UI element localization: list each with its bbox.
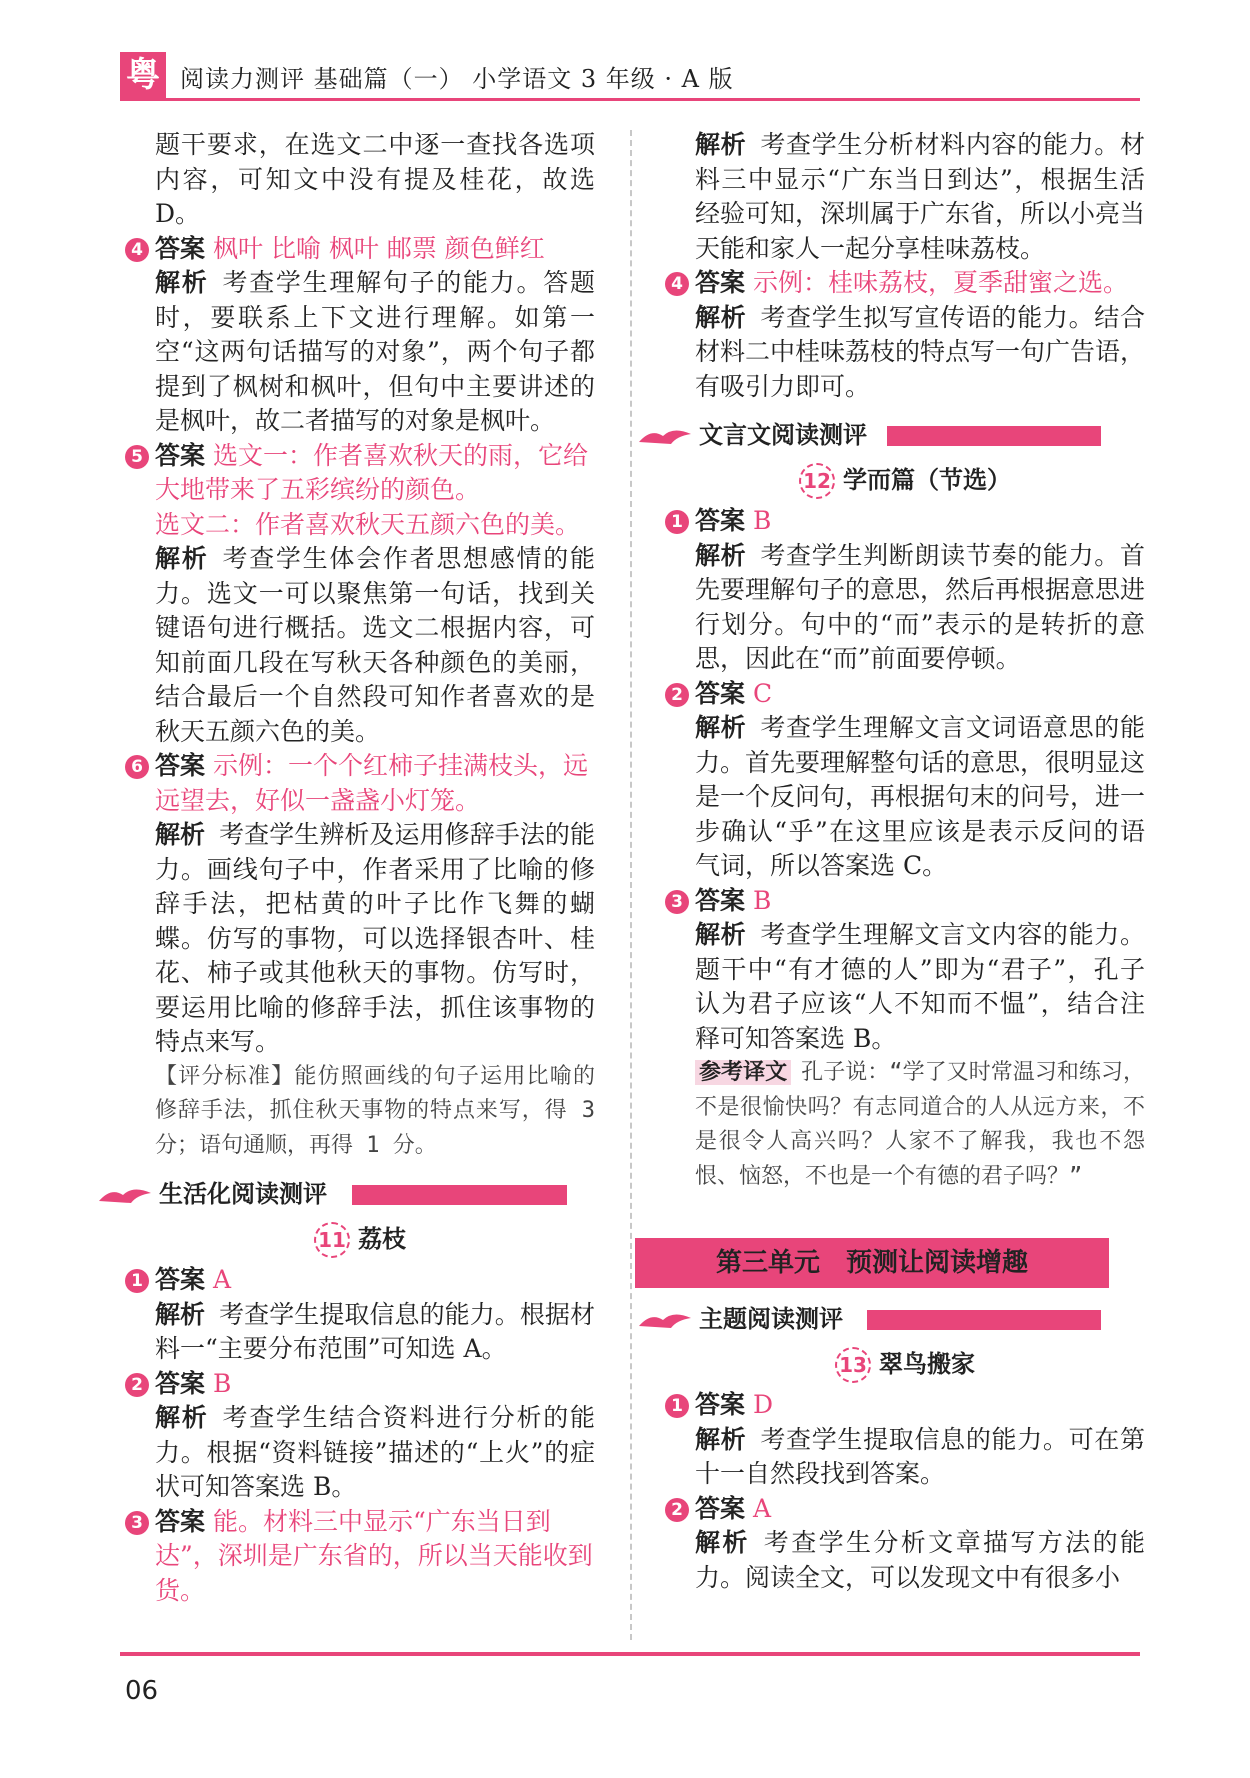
section-title: 主题阅读测评 [699,1305,843,1333]
question-number: 4 [665,272,689,296]
answer-label: 答案 [155,751,206,780]
passage-title [665,460,1145,500]
question-number: 2 [665,1498,689,1522]
section-heading [637,414,1145,458]
question-number: 4 [125,238,149,262]
analysis-label: 解析 [695,302,747,332]
analysis-label: 解析 [155,268,209,297]
answer-label: 答案 [695,678,746,708]
analysis-text: 考查学生提取信息的能力。可在第十一自然段找到答案。 [695,1424,1145,1488]
p13-q1-answer [665,1388,1145,1423]
analysis-label: 解析 [155,820,206,849]
question-number: 6 [125,755,149,779]
answer-text: 选文一：作者喜欢秋天的雨，它给大地带来了五彩缤纷的颜色。 [155,440,589,504]
unit-banner: 第三单元 预测让阅读增趣 [635,1238,1109,1288]
analysis-text: 考查学生辨析及运用修辞手法的能力。画线句子中，作者采用了比喻的修辞手法，把枯黄的叶子比作飞舞的蝴蝶。仿写的事物，可以选择银杏叶、桂花、柿子或其他秋天的事物。仿写时，要运用比喻的修辞手法，抓住该事物的特点来写。 [155,820,595,1056]
intro-text: 题干要求，在选文二中逐一查找各选项内容，可知文中没有提及桂花，故选 D。 [155,130,595,228]
p11-q3-answer [125,1505,595,1609]
answer-text: 示例：一个个红柿子挂满枝头，远远望去，好似一盏盏小灯笼。 [155,751,589,815]
scoring-text: 能仿照画线的句子运用比喻的修辞手法，抓住秋天事物的特点来写，得 3 分；语句通顺，再得 1 分。 [155,1063,595,1158]
p11-q2-analysis [125,1401,595,1505]
book-title: 阅读力测评 基础篇（一） 小学语文 3 年级 · A 版 [180,65,734,93]
answer-label: 答案 [155,1506,206,1536]
analysis-text: 考查学生判断朗读节奏的能力。首先要理解句子的意思，然后再根据意思进行划分。句中的“而”表示的是转折的意思，因此在“而”前面要停顿。 [695,540,1146,673]
bird-icon [637,1308,693,1330]
analysis-label: 解析 [695,1424,747,1454]
header-rule [120,98,1140,101]
q6-scoring [125,1060,595,1164]
section-title: 生活化阅读测评 [159,1180,327,1208]
q4-answer [665,266,1145,301]
reference-translation [665,1056,1145,1194]
q3-analysis [665,128,1145,266]
analysis-label: 解析 [695,1528,750,1557]
section-bar [867,1310,1101,1330]
p12-q1-answer [665,504,1145,539]
analysis-text: 考查学生体会作者思想感情的能力。选文一可以聚焦第一句话，找到关键语句进行概括。选文二根据内容，可知前面几段在写秋天各种颜色的美丽，结合最后一个自然段可知作者喜欢的是秋天五颜六色的美。 [155,544,595,746]
p12-q3-analysis [665,918,1145,1056]
answer-text: B [753,506,772,535]
analysis-text: 考查学生拟写宣传语的能力。结合材料二中桂味荔枝的特点写一句广告语，有吸引力即可。 [695,302,1146,401]
bird-icon [97,1183,153,1205]
question-number: 3 [665,890,689,914]
left-column [125,128,595,1608]
section-heading [97,1173,595,1217]
p12-q3-answer [665,884,1145,919]
question-number: 5 [125,445,149,469]
answer-text: A [213,1265,232,1294]
analysis-label: 解析 [695,540,747,570]
answer-text: C [753,678,773,708]
question-number: 3 [125,1511,149,1535]
analysis-label: 解析 [695,130,747,159]
p13-q2-analysis [665,1526,1145,1595]
analysis-text: 考查学生理解文言文内容的能力。题干中“有才德的人”即为“君子”，孔子认为君子应该“人不知而不愠”，结合注释可知答案选 B。 [695,920,1145,1053]
question-number: 1 [665,510,689,534]
answer-text: A [753,1493,772,1523]
analysis-text: 考查学生结合资料进行分析的能力。根据“资料链接”描述的“上火”的症状可知答案选 B。 [155,1403,595,1501]
answer-text: B [213,1368,232,1398]
analysis-label: 解析 [695,713,747,742]
section-heading [637,1298,1145,1342]
p11-q2-answer [125,1367,595,1402]
section-bar [352,1185,567,1205]
q6-answer [125,749,595,818]
section-title: 文言文阅读测评 [699,421,867,449]
scoring-label: 【评分标准】 [155,1063,295,1089]
reference-text: 孔子说：“学了又时常温习和练习，不是很愉快吗？有志同道合的人从远方来，不是很令人高兴吗？人家不了解我，我也不怨恨、恼怒，不也是一个有德的君子吗？” [695,1060,1145,1189]
bird-icon [637,424,693,446]
p12-q2-answer [665,677,1145,712]
answer-text: D [753,1390,774,1419]
q4-analysis [665,301,1145,405]
question-number: 2 [665,683,689,707]
analysis-label: 解析 [155,544,209,573]
passage-number: 11 [314,1222,350,1258]
p11-q1-analysis [125,1298,595,1367]
answer-label: 答案 [155,1265,206,1294]
passage-name: 学而篇（节选） [843,466,1011,494]
p13-q2-answer [665,1492,1145,1527]
passage-number: 13 [835,1347,871,1383]
answer-label: 答案 [695,885,746,915]
answer-label: 答案 [155,1368,206,1398]
answer-text: B [753,885,772,915]
passage-name: 翠鸟搬家 [879,1350,975,1378]
analysis-text: 考查学生理解文言文词语意思的能力。首先要理解整句话的意思，很明显这是一个反问句，再根据句末的问号，进一步确认“乎”在这里应该是表示反问的语气词，所以答案选 C。 [695,713,1146,880]
analysis-label: 解析 [155,1403,209,1432]
page-number: 06 [125,1676,159,1706]
analysis-label: 解析 [695,920,747,949]
passage-number: 12 [799,463,835,499]
page-header [120,52,1140,102]
question-number: 1 [125,1269,149,1293]
q4-analysis [125,266,595,439]
passage-name: 荔枝 [358,1225,406,1253]
section-bar [887,426,1101,446]
answer-label: 答案 [695,1493,746,1523]
analysis-label: 解析 [155,1299,206,1329]
analysis-text: 考查学生提取信息的能力。根据材料一“主要分布范围”可知选 A。 [155,1299,595,1363]
answer-label: 答案 [695,1390,746,1419]
q5-answer-2: 选文二：作者喜欢秋天五颜六色的美。 [155,509,581,539]
answer-label: 答案 [155,440,206,470]
q4-answer [125,232,595,267]
p12-q2-analysis [665,711,1145,884]
column-divider [630,130,632,1640]
p13-q1-analysis [665,1423,1145,1492]
brand-logo: 粤 [120,52,166,98]
answer-text: 枫叶 比喻 枫叶 邮票 颜色鲜红 [213,233,545,263]
p11-q1-answer [125,1263,595,1298]
footer-rule [120,1652,1140,1656]
reference-label: 参考译文 [695,1060,791,1085]
answer-text: 示例：桂味荔枝，夏季甜蜜之选。 [753,268,1129,297]
analysis-text: 考查学生理解句子的能力。答题时，要联系上下文进行理解。如第一空“这两句话描写的对象”，两个句子都提到了枫树和枫叶，但句中主要讲述的是枫叶，故二者描写的对象是枫叶。 [155,268,595,435]
answer-label: 答案 [695,268,746,297]
q5-answer [125,439,595,508]
analysis-text: 考查学生分析文章描写方法的能力。阅读全文，可以发现文中有很多小 [695,1528,1145,1592]
p12-q1-analysis [665,539,1145,677]
analysis-text: 考查学生分析材料内容的能力。材料三中显示“广东当日到达”，根据生活经验可知，深圳属于广东省，所以小亮当天能和家人一起分享桂味荔枝。 [695,130,1146,263]
answer-label: 答案 [155,233,206,263]
q5-analysis [125,542,595,749]
question-number: 2 [125,1373,149,1397]
passage-title [665,1344,1145,1384]
question-number: 1 [665,1394,689,1418]
q6-analysis [125,818,595,1060]
answer-text: 能。材料三中显示“广东当日到达”，深圳是广东省的，所以当天能收到货。 [155,1506,593,1605]
right-column [665,128,1145,1595]
answer-label: 答案 [695,506,746,535]
passage-title [125,1219,595,1259]
